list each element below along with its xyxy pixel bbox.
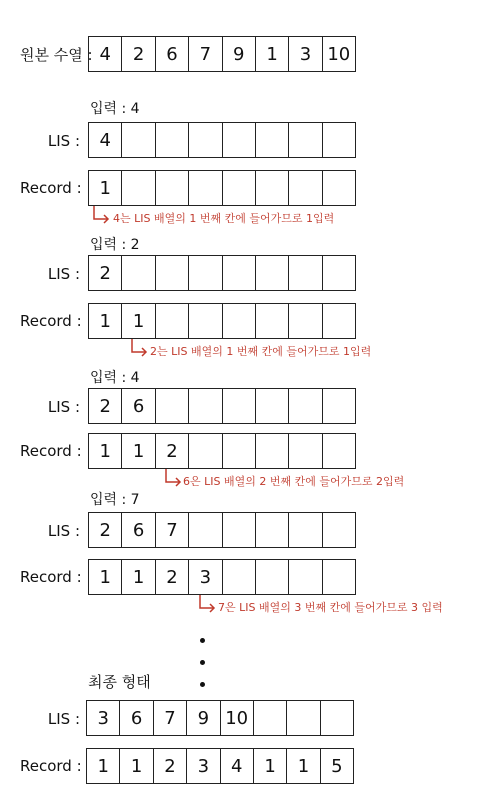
lis-cell: [122, 123, 155, 157]
final-record-row: [86, 748, 354, 784]
lis-cell: [223, 513, 256, 547]
record-cell: [323, 434, 355, 468]
lis-cell: [223, 389, 256, 423]
record-cell: [189, 434, 222, 468]
record-cell: 3: [187, 749, 220, 783]
lis-cell: [321, 701, 353, 735]
record-cell: [289, 434, 322, 468]
lis-cell: [223, 256, 256, 290]
lis-cell: 2: [89, 256, 122, 290]
lis-cell: [289, 123, 322, 157]
lis-cell: [289, 256, 322, 290]
record-cell: [189, 171, 222, 205]
record-cell: 1: [87, 749, 120, 783]
lis-cell: [189, 513, 222, 547]
record-row: [88, 433, 356, 469]
record-cell: 1: [89, 304, 122, 338]
lis-label: LIS :: [47, 710, 80, 728]
lis-cell: 3: [87, 701, 120, 735]
source-sequence-row: [88, 36, 356, 72]
lis-label: LIS :: [47, 265, 80, 283]
lis-cell: [156, 123, 189, 157]
lis-cell: [122, 256, 155, 290]
record-cell: [289, 304, 322, 338]
lis-label: LIS :: [47, 132, 80, 150]
record-cell: [156, 171, 189, 205]
source-cell: 7: [189, 37, 222, 71]
lis-cell: 6: [120, 701, 153, 735]
lis-cell: [256, 389, 289, 423]
lis-row: [88, 122, 356, 158]
lis-cell: [289, 389, 322, 423]
record-cell: [289, 560, 322, 594]
record-cell: 2: [156, 560, 189, 594]
final-lis-row: [86, 700, 354, 736]
final-title: 최종 형태: [88, 673, 151, 691]
step-input-label: 입력 : 4: [90, 370, 140, 386]
annotation-note: 7은 LIS 배열의 3 번째 칸에 들어가므로 3 입력: [218, 601, 443, 614]
source-cell: 2: [122, 37, 155, 71]
record-cell: [156, 304, 189, 338]
record-cell: [223, 171, 256, 205]
record-cell: [289, 171, 322, 205]
record-cell: 1: [89, 171, 122, 205]
lis-label: LIS :: [47, 522, 80, 540]
lis-cell: 7: [156, 513, 189, 547]
lis-cell: [189, 256, 222, 290]
record-cell: 1: [122, 304, 155, 338]
record-cell: [122, 171, 155, 205]
record-cell: 1: [254, 749, 287, 783]
record-cell: 1: [122, 434, 155, 468]
annotation-arrow: [90, 205, 112, 227]
record-cell: 1: [287, 749, 320, 783]
record-label: Record :: [20, 757, 82, 775]
source-cell: 6: [156, 37, 189, 71]
record-cell: 2: [156, 434, 189, 468]
record-row: [88, 303, 356, 339]
ellipsis-dot: [200, 682, 205, 687]
record-cell: 1: [122, 560, 155, 594]
ellipsis-dot: [200, 660, 205, 665]
lis-cell: 2: [89, 513, 122, 547]
lis-cell: 2: [89, 389, 122, 423]
record-label: Record :: [20, 312, 82, 330]
record-cell: [256, 171, 289, 205]
record-cell: [223, 304, 256, 338]
record-label: Record :: [20, 568, 82, 586]
lis-label: LIS :: [47, 398, 80, 416]
step-input-label: 입력 : 7: [90, 492, 140, 508]
lis-cell: [323, 389, 355, 423]
annotation-arrow: [162, 468, 184, 490]
lis-row: [88, 388, 356, 424]
record-cell: [323, 304, 355, 338]
lis-cell: [254, 701, 287, 735]
annotation-note: 4는 LIS 배열의 1 번째 칸에 들어가므로 1입력: [113, 212, 335, 225]
record-cell: [223, 560, 256, 594]
record-label: Record :: [20, 442, 82, 460]
lis-cell: 4: [89, 123, 122, 157]
record-cell: 1: [89, 434, 122, 468]
lis-cell: [156, 389, 189, 423]
record-cell: 1: [89, 560, 122, 594]
lis-cell: [223, 123, 256, 157]
record-cell: 2: [154, 749, 187, 783]
annotation-note: 2는 LIS 배열의 1 번째 칸에 들어가므로 1입력: [150, 345, 372, 358]
lis-cell: 9: [187, 701, 220, 735]
lis-row: [88, 255, 356, 291]
record-row: [88, 170, 356, 206]
record-cell: 4: [221, 749, 254, 783]
lis-cell: [156, 256, 189, 290]
record-cell: [323, 560, 355, 594]
lis-cell: 6: [122, 389, 155, 423]
lis-cell: [323, 256, 355, 290]
record-cell: [256, 434, 289, 468]
record-label: Record :: [20, 179, 82, 197]
record-cell: 5: [331, 755, 343, 777]
lis-cell: 6: [122, 513, 155, 547]
lis-cell: [289, 513, 322, 547]
record-row: [88, 559, 356, 595]
ellipsis-dot: [200, 638, 205, 643]
lis-cell: [256, 256, 289, 290]
record-cell: 3: [189, 560, 222, 594]
step-input-label: 입력 : 4: [90, 101, 140, 117]
source-cell: 10: [327, 43, 351, 65]
lis-cell: [256, 123, 289, 157]
lis-cell: [189, 123, 222, 157]
record-cell: [189, 304, 222, 338]
lis-cell: [287, 701, 320, 735]
lis-cell: [323, 123, 355, 157]
step-input-label: 입력 : 2: [90, 237, 140, 253]
source-cell: 1: [256, 37, 289, 71]
annotation-note: 6은 LIS 배열의 2 번째 칸에 들어가므로 2입력: [183, 475, 405, 488]
source-cell: 3: [289, 37, 322, 71]
record-cell: [256, 560, 289, 594]
annotation-arrow: [196, 594, 218, 616]
lis-cell: 7: [154, 701, 187, 735]
record-cell: [256, 304, 289, 338]
lis-cell: [256, 513, 289, 547]
annotation-arrow: [128, 338, 150, 360]
source-cell: 4: [89, 37, 122, 71]
source-sequence-label: 원본 수열 :: [20, 46, 93, 64]
source-cell: 9: [223, 37, 256, 71]
record-cell: 1: [120, 749, 153, 783]
lis-cell: 10: [221, 701, 254, 735]
lis-cell: [323, 513, 355, 547]
lis-row: [88, 512, 356, 548]
record-cell: [223, 434, 256, 468]
record-cell: [323, 171, 355, 205]
lis-cell: [189, 389, 222, 423]
